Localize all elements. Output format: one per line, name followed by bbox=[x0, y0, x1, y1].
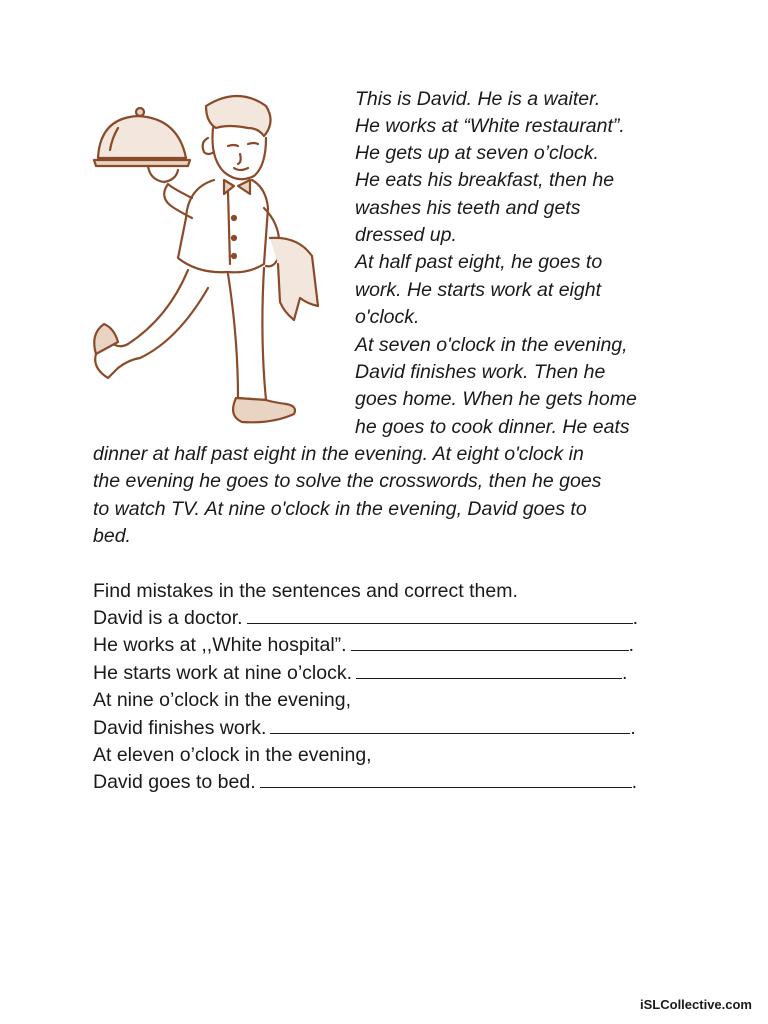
answer-blank[interactable] bbox=[351, 632, 629, 651]
task-sentence bbox=[93, 605, 638, 632]
cloche-icon bbox=[94, 108, 190, 166]
task-sentence bbox=[93, 660, 627, 687]
story-line: goes home. When he gets home bbox=[355, 388, 637, 410]
story-line: At half past eight, he goes to bbox=[355, 251, 603, 273]
story-line: work. He starts work at eight bbox=[355, 279, 601, 301]
story-line: dressed up. bbox=[355, 224, 457, 246]
answer-blank[interactable] bbox=[356, 660, 622, 679]
story-line: This is David. He is a waiter. bbox=[355, 88, 601, 110]
story-line: bed. bbox=[93, 525, 131, 547]
answer-blank[interactable] bbox=[247, 605, 633, 624]
sentence-text: At eleven o’clock in the evening, bbox=[93, 744, 372, 766]
watermark: iSLCollective.com bbox=[640, 997, 752, 1012]
sentence-end: . bbox=[631, 771, 638, 793]
answer-blank[interactable] bbox=[260, 769, 632, 788]
sentence-text: David goes to bed. bbox=[93, 771, 256, 793]
sentence-text: At nine o’clock in the evening, bbox=[93, 689, 351, 711]
task-instruction: Find mistakes in the sentences and correct them. bbox=[93, 580, 518, 602]
sentence-text: David is a doctor. bbox=[93, 607, 243, 629]
waiter-illustration bbox=[88, 88, 338, 433]
task-sentence bbox=[93, 769, 637, 796]
sentence-text: He starts work at nine o’clock. bbox=[93, 662, 353, 684]
story-line: He gets up at seven o’clock. bbox=[355, 142, 599, 164]
answer-blank[interactable] bbox=[270, 715, 630, 734]
sentence-end: . bbox=[628, 634, 635, 656]
story-line: o'clock. bbox=[355, 306, 420, 328]
story-line: dinner at half past eight in the evening. At eight o'clock in bbox=[93, 443, 584, 465]
story-line: David finishes work. Then he bbox=[355, 361, 606, 383]
sentence-end: . bbox=[630, 717, 636, 739]
head-icon bbox=[203, 96, 271, 179]
story-line: At seven o'clock in the evening, bbox=[355, 334, 628, 356]
task-sentence bbox=[93, 687, 351, 714]
sentence-end: . bbox=[632, 607, 638, 629]
story-line: to watch TV. At nine o'clock in the evening, David goes to bbox=[93, 498, 587, 520]
story-line: washes his teeth and gets bbox=[355, 197, 581, 219]
task-sentence bbox=[93, 742, 372, 769]
story-line: He eats his breakfast, then he bbox=[355, 169, 615, 191]
sentence-text: He works at ,,White hospital”. bbox=[93, 634, 347, 656]
story-line: he goes to cook dinner. He eats bbox=[355, 416, 630, 438]
sentence-end: . bbox=[622, 662, 628, 684]
sentence-text: David finishes work. bbox=[93, 717, 267, 739]
story-line: He works at “White restaurant”. bbox=[355, 115, 625, 137]
task-sentence bbox=[93, 632, 634, 659]
story-line: the evening he goes to solve the crosswords, then he goes bbox=[93, 470, 602, 492]
task-sentence bbox=[93, 715, 636, 742]
